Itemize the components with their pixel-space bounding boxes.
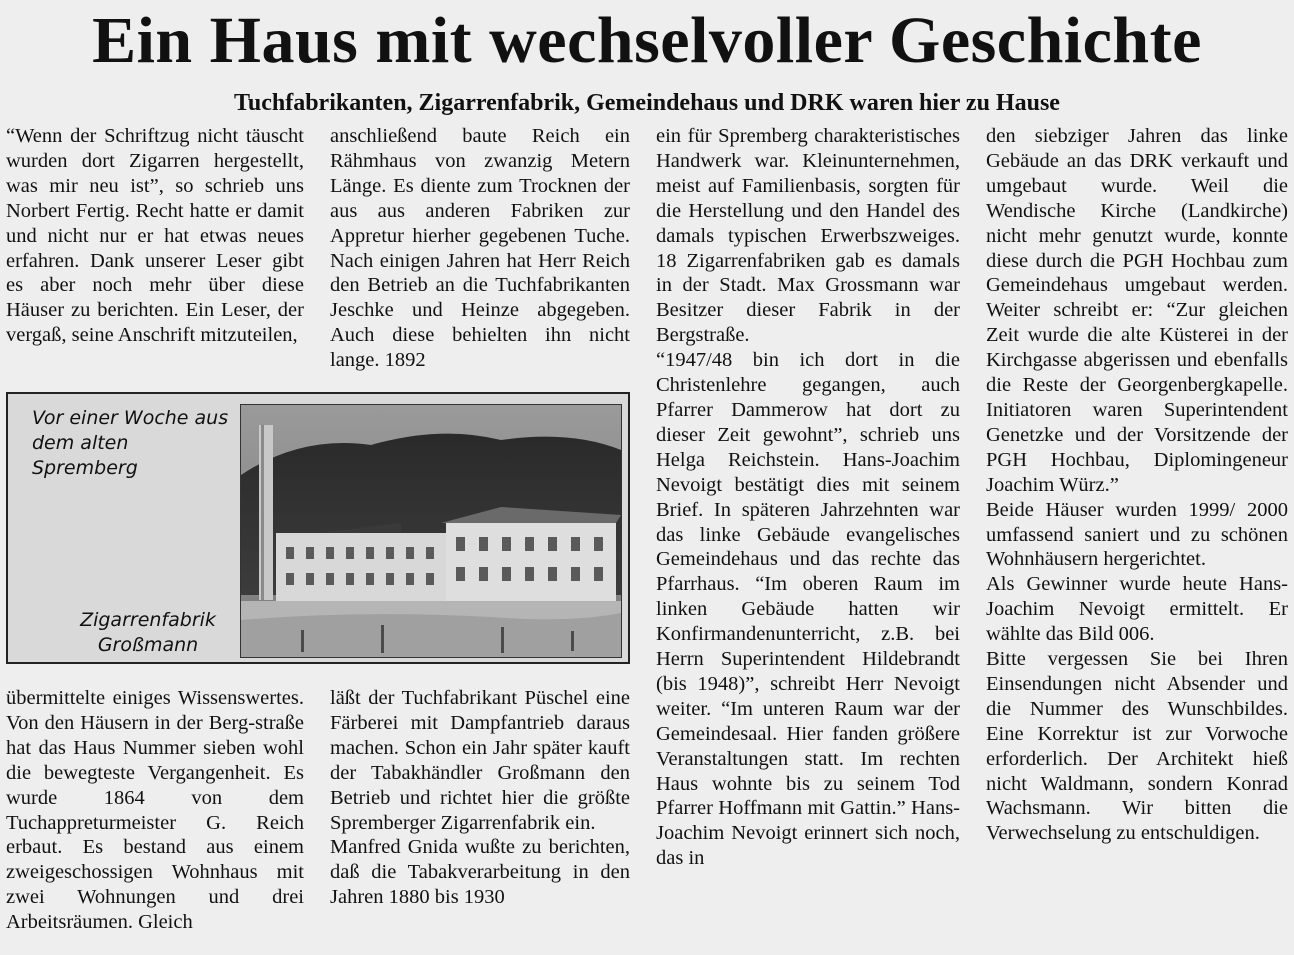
column-4 — [986, 124, 1288, 948]
paragraph: den siebziger Jahren das linke Gebäude an das DRK verkauft und umgebaut wurde. Weil die Wendische Kirche (Landkirche) nicht mehr genutzt wurde, konnte diese durch die PGH Hochbau zum Gemeindehaus umgebaut werden. Weiter schreibt er: “Zur gleichen Zeit wurde die alte Küsterei in der Kirchgasse abgerissen und ebenfalls die Reste der Georgenbergkapelle. Initiatoren waren Superintendent Genetzke und der Vorsitzende der PGH Hochbau, Diplomingeneur Joachim Würz.” — [986, 125, 1288, 496]
column-2-bottom — [330, 686, 630, 948]
paragraph: “1947/48 bin ich dort in die Christenlehre gegangen, auch Pfarrer Dammerow hat dort zu dieser Zeit gewohnt”, schrieb uns Helga Reichstein. Hans-Joachim Nevoigt bestätigt dies mit seinem Brief. In späteren Jahrzehnten war das linke Gebäude evangelisches Gemeindehaus und das rechte das Pfarrhaus. “Im oberen Raum im linken Gebäude hatten wir Konfirmandenunterricht, z.B. bei Herrn Superintendent Hildebrandt (bis 1948)”, schreibt Herr Nevoigt weiter. “Im unteren Raum war der Gemeindesaal. Hier fanden größere Veranstaltungen statt. Im rechten Haus wohnte bis zu seinem Tod Pfarrer Hoffmann mit Gattin.” Hans-Joachim Nevoigt erinnert sich noch, das in — [656, 349, 960, 870]
headline: Ein Haus mit wechselvoller Geschichte — [92, 4, 1202, 77]
paragraph: Manfred Gnida wußte zu berichten, daß die Tabakverarbeitung in den Jahren 1880 bis 1930 — [330, 836, 630, 909]
subheadline: Tuchfabrikanten, Zigarrenfabrik, Gemeindehaus und DRK waren hier zu Hause — [234, 90, 1060, 116]
photo-box — [6, 392, 630, 664]
column-2-top — [330, 124, 630, 382]
factory-photo — [240, 404, 622, 658]
column-1-top — [6, 124, 304, 382]
paragraph: Bitte vergessen Sie bei Ihren Einsendungen nicht Absender und die Nummer des Wunschbildes. Eine Korrektur ist zur Vorwoche erforderlich. Der Architekt hieß nicht Waldmann, sondern Konrad Wachsmann. Wir bitten die Verwechselung zu entschuldigen. — [986, 648, 1288, 845]
paragraph: anschließend baute Reich ein Rähmhaus von zwanzig Metern Länge. Es diente zum Trocknen der aus aus anderen Fabriken zur Appretur hierher gegebenen Tuche. Nach einigen Jahren hat Herr Reich den Betrieb an die Tuchfabrikanten Jeschke und Heinze abgegeben. Auch diese behielten ihn nicht lange. 1892 — [330, 125, 630, 372]
paragraph: übermittelte einiges Wissenswertes. Von den Häusern in der Berg-straße hat das Haus Nummer sieben wohl die bewegteste Vergangenheit. Es wurde 1864 von dem Tuchappreturmeister G. Reich erbaut. Es bestand aus einem zweigeschossigen Wohnhaus mit zwei Wohnungen und drei Arbeitsräumen. Gleich — [6, 687, 304, 934]
column-3 — [656, 124, 960, 948]
paragraph: Beide Häuser wurden 1999/ 2000 umfassend saniert und zu schönen Wohnhäusern hergerichtet. — [986, 498, 1288, 571]
paragraph: ein für Spremberg charakteristisches Handwerk war. Kleinunternehmen, meist auf Familienbasis, sorgten für die Herstellung und den Handel des damals typischen Erwerbszweiges. 18 Zigarrenfabriken gab es damals in der Stadt. Max Grossmann war Besitzer dieser Fabrik in der Bergstraße. — [656, 125, 960, 347]
paragraph: Als Gewinner wurde heute Hans-Joachim Nevoigt ermittelt. Er wählte das Bild 006. — [986, 573, 1288, 646]
paragraph: läßt der Tuchfabrikant Püschel eine Färberei mit Dampfantrieb daraus machen. Schon ein Jahr später kauft der Tabakhändler Großmann den Betrieb und richtet hier die größte Spremberger Zigarrenfabrik ein. — [330, 687, 630, 834]
column-1-bottom — [6, 686, 304, 948]
photo-caption-bottom: Zigarrenfabrik Großmann — [80, 609, 216, 656]
paragraph: “Wenn der Schriftzug nicht täuscht wurden dort Zigarren hergestellt, was mir neu ist”, so schrieb uns Norbert Fertig. Recht hatte er damit und nicht nur er hat etwas neues erfahren. Dank unserer Leser gibt es aber noch mehr über diese Häuser zu berichten. Ein Leser, der vergaß, seine Anschrift mitzuteilen, — [6, 125, 304, 347]
photo-caption-top: Vor einer Woche aus dem alten Spremberg — [32, 407, 229, 479]
